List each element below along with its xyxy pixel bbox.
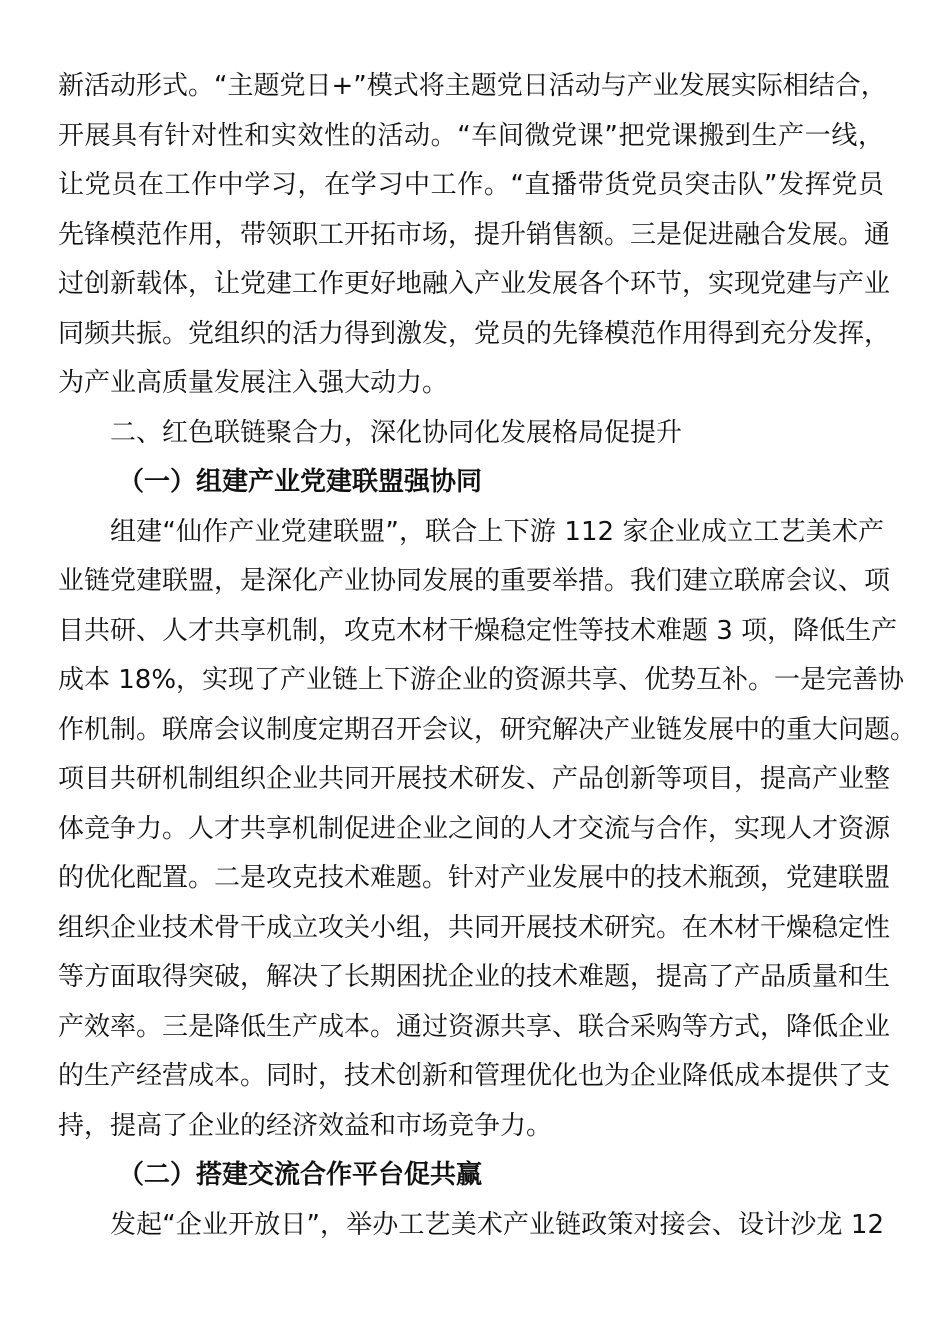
body-text-line: 为产业高质量发展注入强大动力。: [58, 368, 449, 398]
body-text-line: 持，提高了企业的经济效益和市场竞争力。: [58, 1110, 553, 1141]
document-page: [58, 62, 917, 1250]
body-text-line: 让党员在工作中学习，在学习中工作。“直播带货党员突击队”发挥党员: [58, 170, 884, 200]
section-heading: 二、红色联链聚合力，深化协同化发展格局促提升: [110, 417, 683, 448]
body-text-line: 的生产经营成本。同时，技术创新和管理优化也为企业降低成本提供了支: [58, 1061, 891, 1091]
paragraph-first-line: 发起“企业开放日”，举办工艺美术产业链政策对接会、设计沙龙 12: [110, 1209, 884, 1240]
paragraph-first-line: 组建“仙作产业党建联盟”，联合上下游 112 家企业成立工艺美术产: [110, 516, 884, 547]
body-text-line: 同频共振。党组织的活力得到激发，党员的先锋模范作用得到充分发挥，: [58, 318, 891, 349]
body-text-line: 组织企业技术骨干成立攻关小组，共同开展技术研究。在木材干燥稳定性: [58, 912, 891, 943]
body-text-line: 项目共研机制组织企业共同开展技术研发、产品创新等项目，提高产业整: [58, 764, 891, 794]
body-text-line: 新活动形式。“主题党日+”模式将主题党日活动与产业发展实际相结合，: [58, 71, 887, 101]
body-text-line: 成本 18%，实现了产业链上下游企业的资源共享、优势互补。一是完善协: [58, 665, 905, 695]
subsection-heading: （二）搭建交流合作平台促共赢: [118, 1160, 483, 1190]
body-text-line: 作机制。联席会议制度定期召开会议，研究解决产业链发展中的重大问题。: [58, 714, 917, 745]
body-text-line: 的优化配置。二是攻克技术难题。针对产业发展中的技术瓶颈，党建联盟: [58, 863, 891, 893]
body-text-line: 过创新载体，让党建工作更好地融入产业发展各个环节，实现党建与产业: [58, 269, 891, 299]
body-text-line: 等方面取得突破，解决了长期困扰企业的技术难题，提高了产品质量和生: [58, 962, 891, 992]
subsection-heading: （一）组建产业党建联盟强协同: [118, 467, 483, 497]
body-text-line: 开展具有针对性和实效性的活动。“车间微党课”把党课搬到生产一线，: [58, 120, 884, 151]
body-text-line: 产效率。三是降低生产成本。通过资源共享、联合采购等方式，降低企业: [58, 1011, 891, 1042]
body-text-line: 目共研、人才共享机制，攻克木材干燥稳定性等技术难题 3 项，降低生产: [58, 615, 898, 646]
body-text-line: 体竞争力。人才共享机制促进企业之间的人才交流与合作，实现人才资源: [58, 813, 891, 844]
body-text-line: 业链党建联盟，是深化产业协同发展的重要举措。我们建立联席会议、项: [58, 566, 891, 596]
body-text-line: 先锋模范作用，带领职工开拓市场，提升销售额。三是促进融合发展。通: [58, 219, 891, 250]
